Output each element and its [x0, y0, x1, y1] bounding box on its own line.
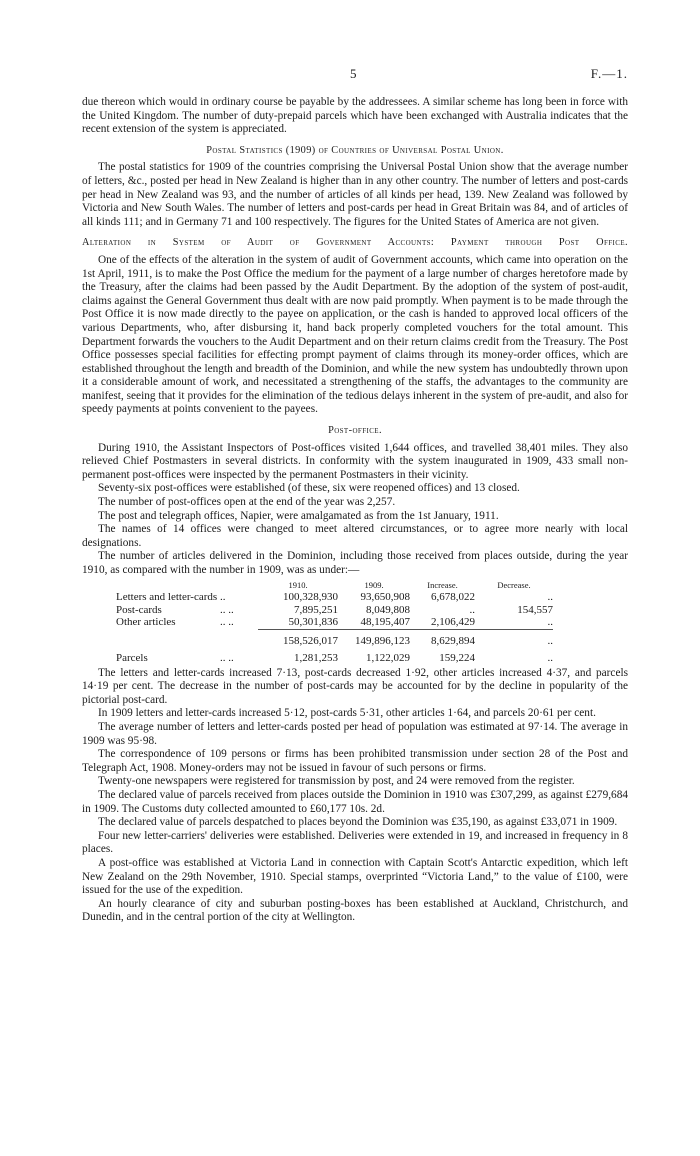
table-total-row: 158,526,017 149,896,123 8,629,894 .. [116, 629, 553, 652]
header-increase: Increase. [427, 579, 458, 590]
paragraph-postal-statistics: The postal statistics for 1909 of the countries comprising the Universal Postal Union show that the average number of letters, &c., posted per head in New Zealand is higher than in any other country. The number of letters and post-cards per head in New Zealand was 93, and the number of articles of all kinds per head, 139. New Zealand was followed by Victoria and New South Wales. The number of letters and post-cards per head in Great Britain was 84, and of articles of all kinds 111; and in Germany 71 and 100 respectively. The figures for the United States of America are not given. [82, 161, 628, 228]
paragraph-offices-open: The number of post-offices open at the end of the year was 2,257. [98, 496, 396, 509]
paragraph-names-changed: The names of 14 offices were changed to meet altered circumstances, or to agree more nearly with local designations. [82, 523, 628, 549]
paragraph-letter-carriers: Four new letter-carriers' deliveries were established. Deliveries were extended in 19, and increased in frequency in 8 places. [82, 829, 628, 856]
heading-post-office: Post-office. [328, 425, 382, 437]
paragraph-articles-delivered: The number of articles delivered in the Dominion, including those received from places outside, during the year 1910, as compared with the number in 1909, was as under:— [82, 550, 628, 576]
page-number: 5 [350, 66, 357, 81]
paragraph-parcels-despatched: The declared value of parcels despatched to places beyond the Dominion was £35,190, as against £33,071 in 1909. [98, 816, 618, 829]
heading-audit-alteration: Alteration in System of Audit of Government Accounts: Payment through Post Office. [82, 237, 628, 249]
table-header-row [116, 579, 553, 592]
paragraph-established: Seventy-six post-offices were established (of these, six were reopened offices) and 13 closed. [98, 482, 520, 495]
document-body [82, 96, 628, 925]
paragraph-audit-alteration: One of the effects of the alteration in the system of audit of Government accounts, which came into operation on the 1st April, 1911, is to make the Post Office the medium for the payment of a large number of charges heretofore made by the Treasury, after the claims had been passed by the Audit Department. By the adoption of the system of post-audit, claims against the General Government thus dealt with are now paid promptly. When payment is to be made through the Post Office it is now made directly to the payee on application, or the cash is handed to approved local officers of the various Departments, who, after disbursing it, hand back properly completed vouchers for the total amount. This Department forwards the vouchers to the Audit Department and on their return claims credit from the Treasury. The Post Office possesses special facilities for effecting prompt payment of claims through its money-order offices, which are established throughout the length and breadth of the Dominion, and while the new system has undoubtedly thrown upon it a considerable amount of work, and necessitated a strengthening of the staffs, the advantages to the community are manifest, seeing that it provides for the elimination of the tedious delays inherent in the system of pre-audit, and also for speedy payments at points convenient to the payees. [82, 253, 628, 416]
paragraph-victoria-land: A post-office was established at Victoria Land in connection with Captain Scott's Antarctic expedition, which left New Zealand on the 29th November, 1910. Special stamps, overprinted “Victoria Land,” to the value of £100, were issued for the use of the expedition. [82, 856, 628, 897]
table-row-parcels: Parcels .. .. 1,281,253 1,122,029 159,224 .. [116, 652, 553, 665]
paragraph-hourly-clearance: An hourly clearance of city and suburban posting-boxes has been established at Auckland, Christchurch, and Dunedin, and in the central portion of the city at Wellington. [82, 897, 628, 924]
paragraph-prohibited: The correspondence of 109 persons or firms has been prohibited transmission under section 28 of the Post and Telegraph Act, 1908. Money-orders may not be issued in favour of such persons or firms. [82, 748, 628, 774]
document-reference: F.—1. [590, 66, 628, 81]
table-row: Other articles .. .. 50,301,836 48,195,407 2,106,429 .. [116, 616, 553, 629]
paragraph-increases-1910: The letters and letter-cards increased 7·13, post-cards decreased 1·92, other articles increased 4·37, and parcels 14·19 per cent. The decrease in the number of post-cards may be accounted for by the decline in popularity of the pictorial post-card. [82, 666, 628, 706]
header-1909: 1909. [364, 579, 384, 590]
paragraph-napier: The post and telegraph offices, Napier, were amalgamated as from the 1st January, 1911. [98, 509, 499, 522]
heading-postal-statistics: Postal Statistics (1909) of Countries of Universal Postal Union. [206, 144, 504, 156]
paragraph-increases-1909: In 1909 letters and letter-cards increased 5·12, post-cards 5·31, other articles 1·64, and parcels 20·61 per cent. [98, 707, 596, 720]
paragraph-inspectors: During 1910, the Assistant Inspectors of Post-offices visited 1,644 offices, and travelled 38,401 miles. They also relieved Chief Postmasters in several districts. In conformity with the system inaugurated in 1909, 433 small non-permanent post-offices were inspected by the permanent Postmasters in their vicinity. [82, 441, 628, 481]
paragraph-parcels-received: The declared value of parcels received from places outside the Dominion in 1910 was £307,299, as against £279,684 in 1909. The Customs duty collected amounted to £60,177 10s. 2d. [82, 788, 628, 815]
header-1910: 1910. [288, 579, 308, 590]
articles-table [116, 579, 553, 665]
paragraph-newspapers: Twenty-one newspapers were registered for transmission by post, and 24 were removed from the register. [98, 775, 575, 788]
paragraph-average-letters: The average number of letters and letter-cards posted per head of population was estimated at 97·14. The average in 1909 was 95·98. [82, 720, 628, 747]
table-row: Post-cards .. .. 7,895,251 8,049,808 .. 154,557 [116, 603, 553, 616]
page-header [82, 62, 628, 82]
paragraph-duty-prepaid: due thereon which would in ordinary course be payable by the addressees. A similar scheme has long been in force with the United Kingdom. The number of duty-prepaid parcels which have been exchanged with Australia indicates that the recent extension of the system is appreciated. [82, 96, 628, 136]
table-row: Letters and letter-cards .. 100,328,930 93,650,908 6,678,022 .. [116, 591, 553, 604]
header-decrease: Decrease. [497, 579, 531, 590]
